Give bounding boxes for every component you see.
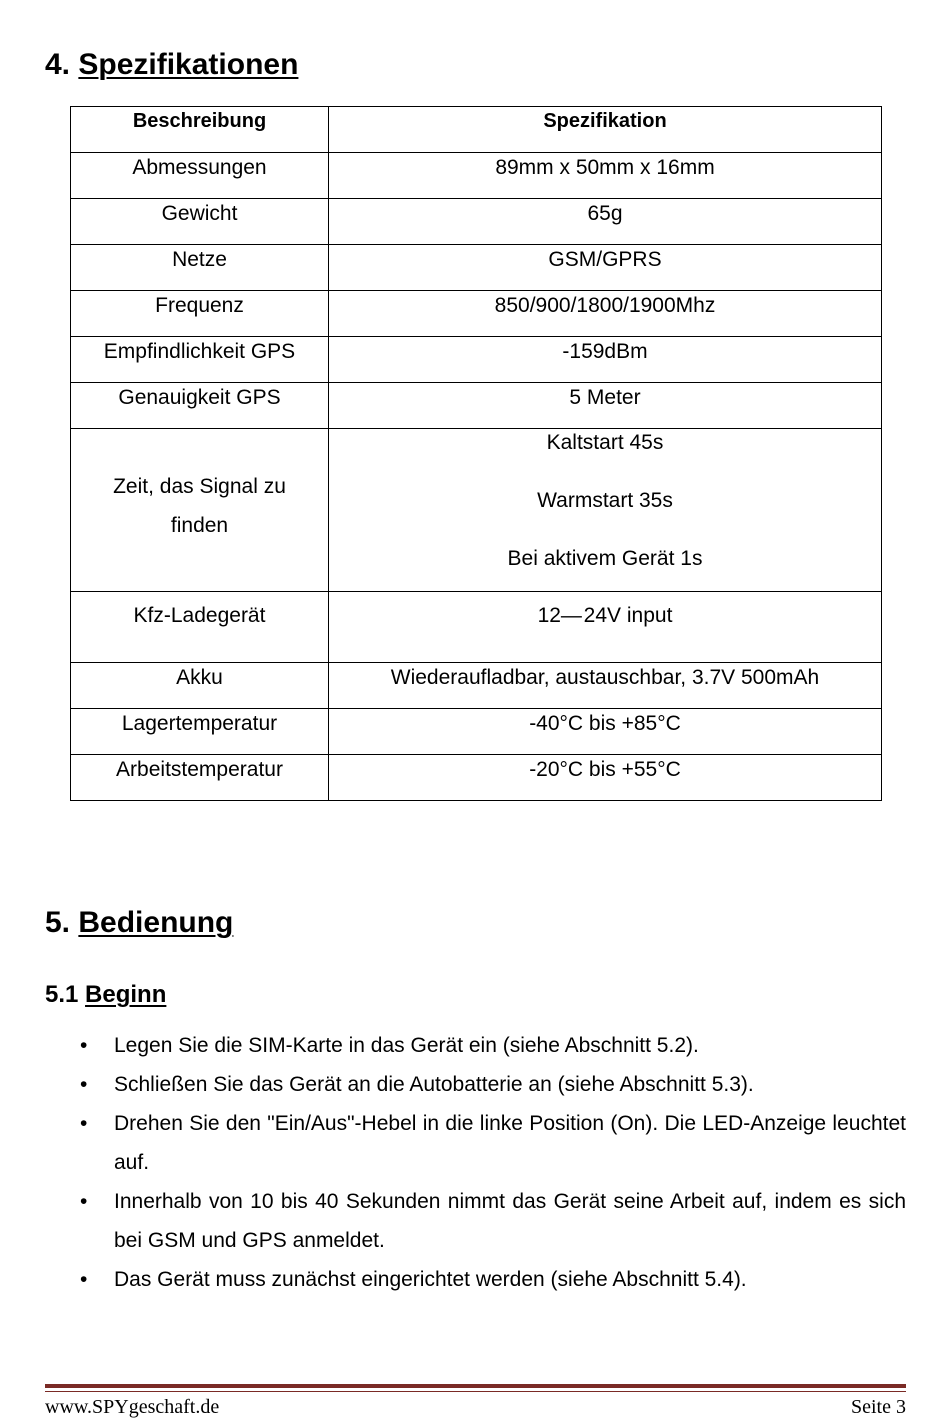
section-4-heading [45, 50, 298, 80]
table-row [71, 383, 882, 429]
section-5-heading [45, 908, 233, 938]
specifications-table [70, 106, 882, 801]
list-item: • Schließen Sie das Gerät an die Autobatterie an (siehe Abschnitt 5.3). [80, 1065, 906, 1104]
table-row [71, 199, 882, 245]
table-cell: Empfindlichkeit GPS [71, 337, 329, 383]
bullet-icon: • [80, 1034, 88, 1057]
table-cell: Abmessungen [71, 153, 329, 199]
table-cell: 89mm x 50mm x 16mm [329, 153, 882, 199]
cell-line: Warmstart 35s [537, 489, 673, 512]
footer-divider [45, 1384, 906, 1388]
subsection-title: Beginn [85, 981, 167, 1008]
table-row [71, 337, 882, 383]
cell-line: Kaltstart 45s [546, 431, 664, 454]
steps-list [80, 1026, 906, 1299]
footer-divider-thin [45, 1391, 906, 1392]
list-item: • Legen Sie die SIM-Karte in das Gerät ein (siehe Abschnitt 5.2). [80, 1026, 906, 1065]
table-cell: Akku [71, 663, 329, 709]
cell-line: finden [170, 514, 229, 537]
table-cell: Netze [71, 245, 329, 291]
table-cell: Lagertemperatur [71, 709, 329, 755]
table-cell: Gewicht [71, 199, 329, 245]
table-row-signal-time [71, 429, 882, 592]
subsection-number: 5.1 [45, 981, 79, 1008]
table-cell: 850/900/1800/1900Mhz [329, 291, 882, 337]
table-cell: Wiederaufladbar, austauschbar, 3.7V 500mAh [329, 663, 882, 709]
list-item: • Innerhalb von 10 bis 40 Sekunden nimmt das Gerät seine Arbeit auf, indem es sich bei GSM und GPS anmeldet. [80, 1182, 906, 1260]
table-cell [71, 429, 329, 592]
section-title: Spezifikationen [78, 48, 299, 81]
table-cell: Genauigkeit GPS [71, 383, 329, 429]
table-row [71, 245, 882, 291]
table-row [71, 663, 882, 709]
table-row [71, 592, 882, 663]
table-cell [329, 429, 882, 592]
column-header: Spezifikation [329, 107, 882, 153]
table-cell: 5 Meter [329, 383, 882, 429]
table-cell: -40°C bis +85°C [329, 709, 882, 755]
table-row [71, 291, 882, 337]
table-header-row [71, 107, 882, 153]
table-row [71, 709, 882, 755]
section-number: 5. [45, 906, 71, 939]
column-header: Beschreibung [71, 107, 329, 153]
table-cell: Arbeitstemperatur [71, 755, 329, 801]
table-cell: Kfz-Ladegerät [71, 592, 329, 663]
table-cell: Frequenz [71, 291, 329, 337]
section-number: 4. [45, 48, 71, 81]
table-cell: GSM/GPRS [329, 245, 882, 291]
list-item: • Das Gerät muss zunächst eingerichtet werden (siehe Abschnitt 5.4). [80, 1260, 906, 1299]
section-title: Bedienung [78, 906, 234, 939]
bullet-icon: • [80, 1268, 88, 1291]
bullet-icon: • [80, 1190, 88, 1213]
footer-website: www.SPYgeschaft.de [45, 1396, 220, 1418]
table-cell: -20°C bis +55°C [329, 755, 882, 801]
list-item: • Drehen Sie den "Ein/Aus"-Hebel in die linke Position (On). Die LED-Anzeige leuchtet auf. [80, 1104, 906, 1182]
table-row [71, 153, 882, 199]
table-row [71, 755, 882, 801]
subsection-5-1-heading [45, 983, 166, 1007]
footer-page-number: Seite 3 [851, 1396, 906, 1418]
cell-line: Zeit, das Signal zu [113, 475, 286, 498]
bullet-icon: • [80, 1112, 88, 1135]
table-cell: -159dBm [329, 337, 882, 383]
table-cell: 12— 24V input [329, 592, 882, 663]
cell-line: Bei aktivem Gerät 1s [507, 547, 703, 570]
bullet-icon: • [80, 1073, 88, 1096]
table-cell: 65g [329, 199, 882, 245]
